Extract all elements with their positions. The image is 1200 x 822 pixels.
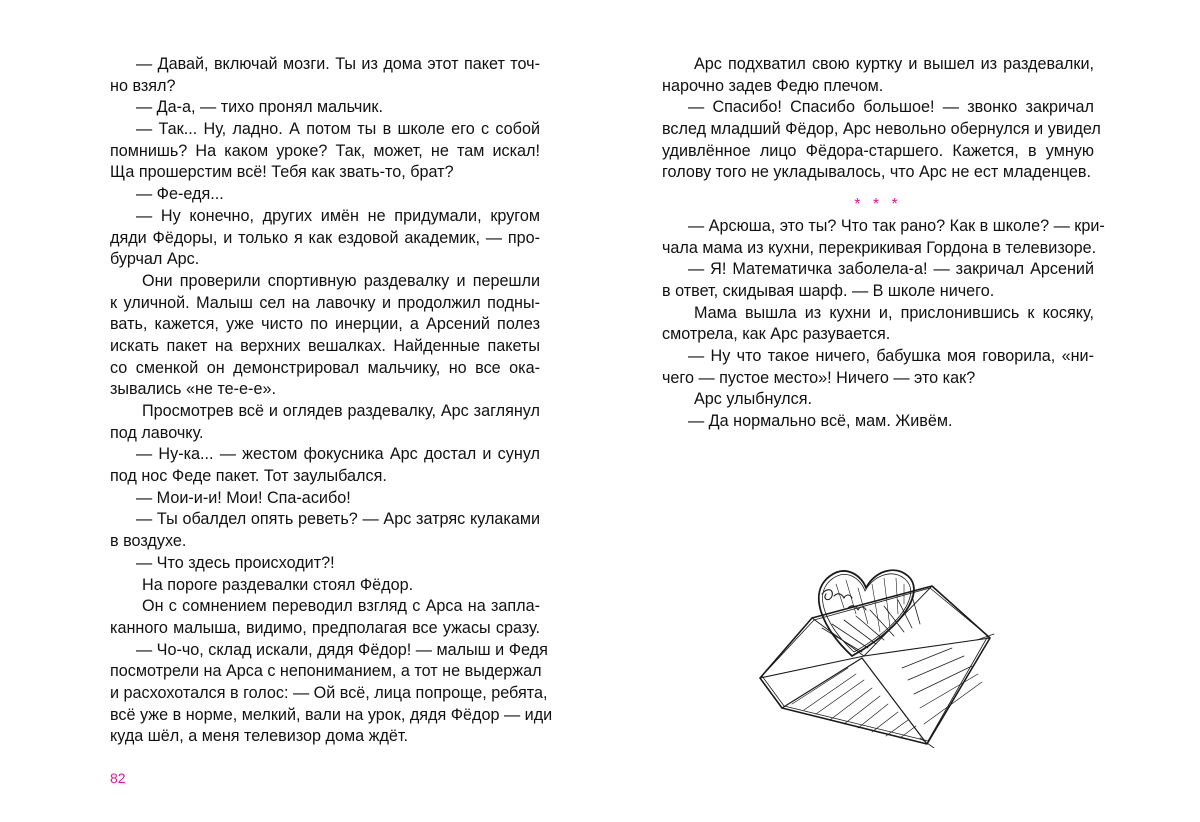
text-line: помнишь? На каком уроке? Так, может, не там искал! — [110, 141, 540, 160]
text-line: под нос Феде пакет. Тот заулыбался. — [110, 467, 387, 486]
text-line: — Ты обалдел опять реветь? — Арс затряс кулаками — [136, 510, 540, 529]
text-line: канного малыша, видимо, предполагая все ужасы сразу. — [110, 618, 540, 637]
text-line: — Фе-едя... — [136, 185, 224, 204]
text-line: Они проверили спортивную раздевалку и перешли — [142, 271, 540, 290]
text-line: Просмотрев всё и оглядев раздевалку, Арс заглянул — [142, 402, 540, 420]
text-line: — Я! Математичка заболела-а! — закричал Арсений — [688, 260, 1094, 279]
text-line: бурчал Арс. — [110, 250, 200, 269]
text-line: в воздухе. — [110, 532, 187, 551]
text-line: — Да-а, — тихо пронял мальчик. — [136, 98, 383, 117]
text-line: — Что здесь происходит?! — [136, 553, 335, 572]
text-line: всё уже в норме, мелкий, вали на урок, дядя Фёдор — иди — [110, 705, 553, 724]
page-number: 82 — [110, 770, 126, 786]
text-line: вать, кажется, уже чисто по инерции, а Арсений полез — [110, 315, 540, 334]
text-line: — Давай, включай мозги. Ты из дома этот пакет точ- — [136, 55, 540, 73]
text-line: — Ну что такое ничего, бабушка моя говорила, «ни- — [688, 346, 1094, 365]
text-line: — Арсюша, это ты? Что так рано? Как в школе? — кри- — [688, 216, 1105, 235]
text-line: удивлённое лицо Фёдора-старшего. Кажется, в умную — [662, 141, 1094, 160]
text-line: — Мои-и-и! Мои! Спа-асибо! — [136, 488, 351, 507]
text-line: смотрела, как Арс разувается. — [662, 325, 891, 344]
text-line: и расхохотался в голос: — Ой всё, лица попроще, ребята, — [110, 683, 548, 702]
section-break: * * * — [854, 196, 902, 214]
text-line: вслед младший Фёдор, Арс невольно обернулся и увидел — [662, 120, 1101, 139]
text-line: в ответ, скидывая шарф. — В школе ничего. — [662, 281, 995, 300]
text-line: — Да нормально всё, мам. Живём. — [688, 412, 953, 430]
text-line: Ща прошерстим всё! Тебя как звать-то, брат? — [110, 163, 454, 182]
left-page — [110, 54, 553, 748]
right-page — [662, 54, 1105, 433]
text-line: — Спасибо! Спасибо большое! — звонко закричал — [688, 98, 1094, 117]
text-line: под лавочку. — [110, 423, 204, 442]
text-line: искать пакет на верхних вешалках. Найденные пакеты — [110, 336, 540, 355]
text-line: чего — пустое место»! Ничего — это как? — [662, 368, 976, 387]
text-line: — Чо-чо, склад искали, дядя Фёдор! — малыш и Федя — [136, 640, 548, 659]
text-line: Арс подхватил свою куртку и вышел из раздевалки, — [694, 55, 1094, 73]
heart-envelope-sketch — [752, 548, 997, 748]
text-line: голову того не укладывалось, что Арс не ест младенцев. — [662, 163, 1091, 182]
text-line: дяди Фёдоры, и только я как ездовой академик, — про- — [110, 228, 540, 247]
text-line: но взял? — [110, 76, 176, 95]
text-line: Мама вышла из кухни и, прислонившись к косяку, — [694, 303, 1094, 322]
text-line: Он с сомнением переводил взгляд с Арса на запла- — [142, 597, 540, 616]
text-line: чала мама из кухни, перекрикивая Гордона в телевизоре. — [662, 238, 1097, 257]
text-line: — Так... Ну, ладно. А потом ты в школе его с собой — [136, 120, 540, 139]
text-line: нарочно задев Федю плечом. — [662, 76, 884, 95]
text-line: посмотрели на Арса с непониманием, а тот не выдержал — [110, 662, 542, 681]
text-line: к уличной. Малыш сел на лавочку и продолжил подны- — [110, 293, 540, 312]
text-line: Арс улыбнулся. — [694, 390, 812, 409]
text-line: куда шёл, а меня телевизор дома ждёт. — [110, 727, 409, 746]
text-line: со сменкой он демонстрировал мальчику, но все ока- — [110, 358, 540, 377]
text-line: зывались «не те-е-е». — [110, 380, 276, 399]
text-line: — Ну-ка... — жестом фокусника Арс достал и сунул — [136, 445, 540, 464]
text-line: — Ну конечно, других имён не придумали, кругом — [136, 206, 540, 225]
text-line: На пороге раздевалки стоял Фёдор. — [142, 575, 414, 594]
